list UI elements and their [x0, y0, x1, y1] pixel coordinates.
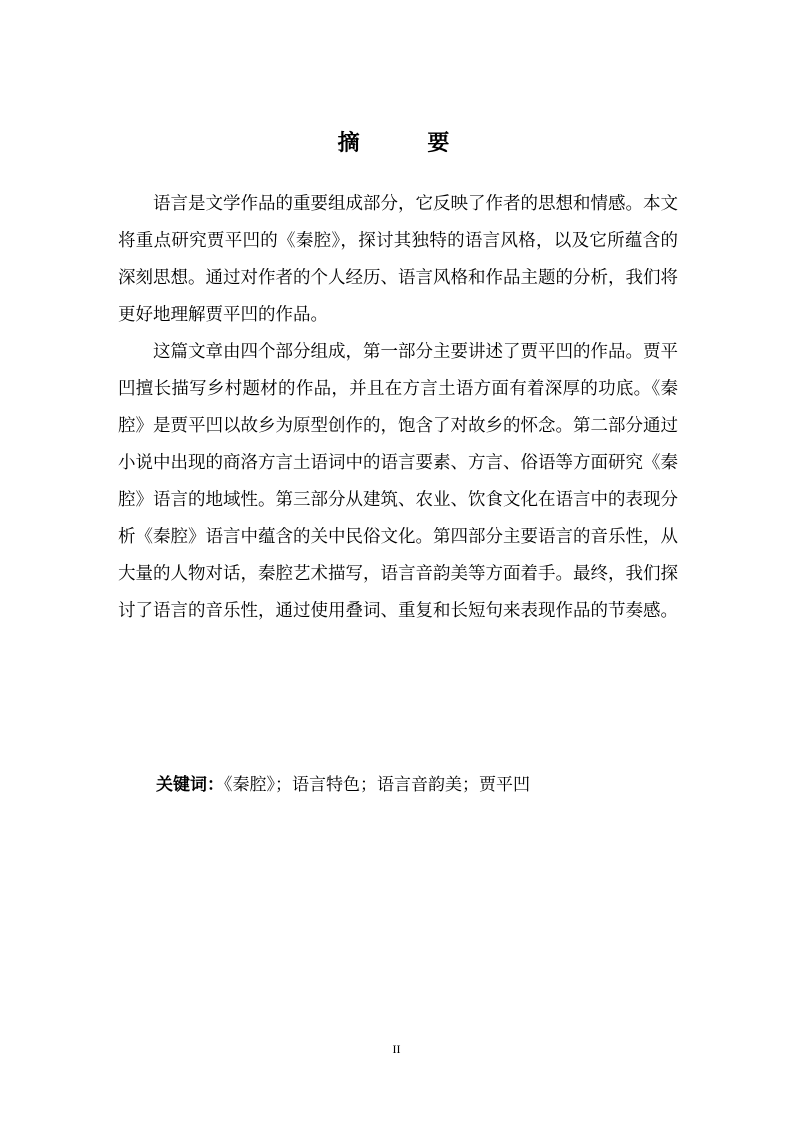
keywords-line	[156, 770, 530, 800]
abstract-paragraph-1: 语言是文学作品的重要组成部分，它反映了作者的思想和情感。本文将重点研究贾平凹的《秦腔》，探讨其独特的语言风格，以及它所蕴含的深刻思想。通过对作者的个人经历、语言风格和作品主题的分析，我们将更好地理解贾平凹的作品。	[118, 194, 678, 325]
keywords-text: 《秦腔》；语言特色；语言音韵美；贾平凹	[224, 775, 530, 795]
keywords-label: 关键词：	[156, 775, 224, 795]
abstract-body	[118, 186, 678, 630]
page-number: II	[392, 1042, 401, 1056]
abstract-paragraph-2: 这篇文章由四个部分组成，第一部分主要讲述了贾平凹的作品。贾平凹擅长描写乡村题材的作品，并且在方言土语方面有着深厚的功底。《秦腔》是贾平凹以故乡为原型创作的，饱含了对故乡的怀念。第二部分通过小说中出现的商洛方言土语词中的语言要素、方言、俗语等方面研究《秦腔》语言的地域性。第三部分从建筑、农业、饮食文化在语言中的表现分析《秦腔》语言中蕴含的关中民俗文化。第四部分主要语言的音乐性，从大量的人物对话，秦腔艺术描写，语言音韵美等方面着手。最终，我们探讨了语言的音乐性，通过使用叠词、重复和长短句来表现作品的节奏感。	[118, 342, 678, 621]
abstract-title: 摘 要	[337, 131, 480, 156]
